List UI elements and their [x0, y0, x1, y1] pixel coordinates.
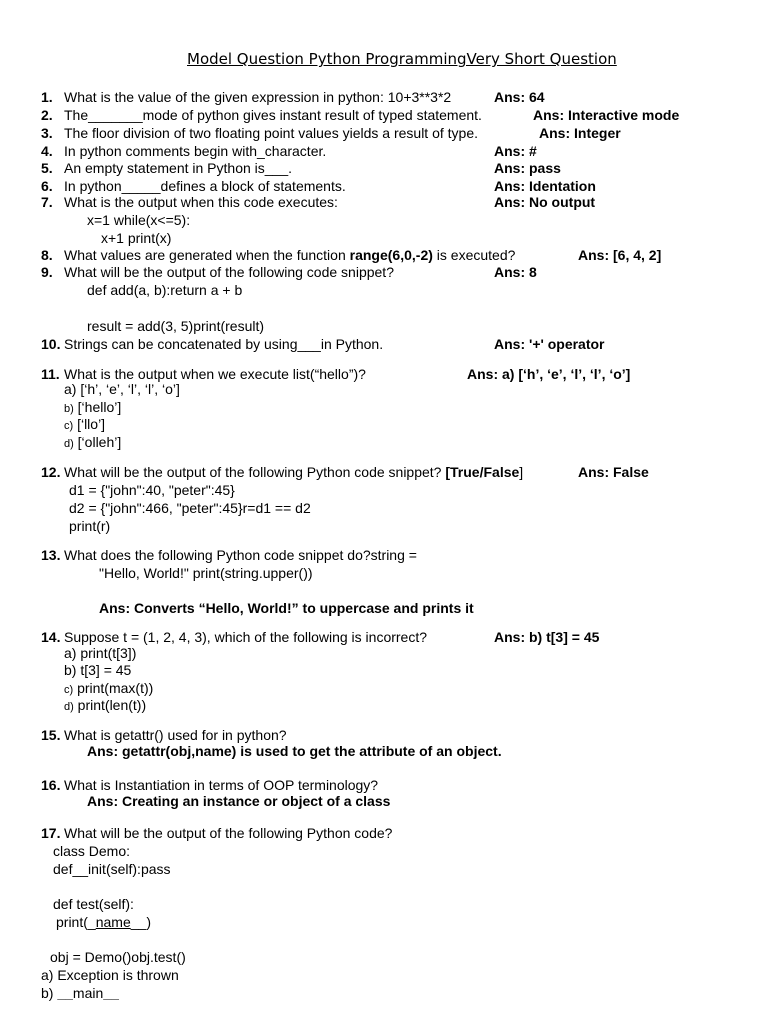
- option-b: b) __main__: [41, 985, 119, 1001]
- question-text-post: ]: [519, 464, 524, 480]
- option-label: a): [64, 381, 77, 397]
- answer-text: Ans: 8: [494, 264, 537, 280]
- code-line: d2 = {"john":466, "peter":45}r=d1 == d2: [69, 500, 311, 516]
- question-number: 17.: [41, 825, 61, 841]
- answer-text: Ans: Converts “Hello, World!” to uppercase and prints it: [99, 600, 474, 616]
- option-text: [‘hello’]: [77, 399, 122, 415]
- question-text-post: is executed?: [432, 247, 516, 263]
- question-number: 3.: [41, 125, 53, 141]
- question-text: What does the following Python code snippet do?string =: [64, 547, 417, 563]
- question-text: The_______mode of python gives instant result of typed statement.: [64, 107, 482, 123]
- option-c: [64, 416, 105, 435]
- option-label: b): [64, 662, 77, 678]
- answer-text: Ans: b) t[3] = 45: [494, 629, 600, 645]
- option-label: c): [64, 684, 74, 696]
- question-number: 15.: [41, 727, 61, 743]
- code-line: x=1 while(x<=5):: [87, 212, 191, 228]
- option-label: b): [41, 985, 58, 1001]
- code-line: result = add(3, 5)print(result): [87, 318, 265, 334]
- option-label: d): [64, 701, 74, 713]
- answer-text: Ans: Interactive mode: [533, 107, 680, 123]
- question-text: [64, 464, 523, 481]
- question-text: [64, 247, 515, 264]
- option-text: [‘olleh’]: [77, 434, 122, 450]
- question-text: What is the output when we execute list(“hello”)?: [64, 366, 366, 382]
- question-text: In python comments begin with_character.: [64, 143, 327, 159]
- option-text: print(max(t)): [77, 680, 154, 696]
- option-text: main: [72, 985, 104, 1001]
- answer-text: Ans: #: [494, 143, 537, 159]
- option-text: print(len(t)): [77, 697, 147, 713]
- option-label: b): [64, 403, 74, 415]
- question-number: 2.: [41, 107, 53, 123]
- answer-text: Ans: Identation: [494, 178, 596, 194]
- question-number: 8.: [41, 247, 53, 263]
- option-d: [64, 434, 121, 453]
- code-fragment: name: [95, 914, 131, 930]
- option-text: [‘h’, ‘e’, ‘l’, ‘l’, ‘o’]: [80, 381, 180, 397]
- answer-text: Ans: '+' operator: [494, 336, 605, 352]
- question-text-pre: What will be the output of the following Python code snippet?: [64, 464, 446, 480]
- option-b: [64, 662, 131, 679]
- code-line: x+1 print(x): [101, 230, 172, 246]
- option-a: a) Exception is thrown: [41, 967, 179, 983]
- question-number: 14.: [41, 629, 61, 645]
- question-text: An empty statement in Python is___.: [64, 160, 293, 176]
- code-line: "Hello, World!" print(string.upper()): [99, 565, 313, 581]
- question-text: What is Instantiation in terms of OOP terminology?: [64, 777, 379, 793]
- question-text: What is the output when this code executes:: [64, 194, 338, 210]
- question-number: 4.: [41, 143, 53, 159]
- option-label: d): [64, 438, 74, 450]
- question-text: What is the value of the given expression in python: 10+3**3*2: [64, 89, 452, 105]
- answer-text: Ans: [6, 4, 2]: [578, 247, 662, 263]
- code-fragment: (self):pass: [105, 861, 171, 877]
- code-line: print(_name__): [56, 914, 151, 930]
- question-number: 10.: [41, 336, 61, 352]
- option-label: a): [64, 645, 77, 661]
- question-text: In python_____defines a block of statements.: [64, 178, 346, 194]
- answer-text: Ans: 64: [494, 89, 545, 105]
- question-number: 16.: [41, 777, 61, 793]
- true-false-label: [True/False: [445, 464, 520, 480]
- code-line: d1 = {"john":40, "peter":45}: [69, 482, 235, 498]
- answer-text: Ans: getattr(obj,name) is used to get the attribute of an object.: [87, 743, 502, 759]
- option-a: [64, 645, 136, 662]
- code-line: class Demo:: [53, 843, 131, 859]
- answer-text: Ans: Creating an instance or object of a class: [87, 793, 391, 809]
- option-text: t[3] = 45: [80, 662, 132, 678]
- question-text: What is getattr() used for in python?: [64, 727, 287, 743]
- question-number: 6.: [41, 178, 53, 194]
- answer-text: Ans: a) [‘h’, ‘e’, ‘l’, ‘l’, ‘o’]: [467, 366, 631, 382]
- question-text: Strings can be concatenated by using___in Python.: [64, 336, 384, 352]
- question-text: The floor division of two floating point values yields a result of type.: [64, 125, 478, 141]
- question-text: What will be the output of the following Python code?: [64, 825, 393, 841]
- question-number: 1.: [41, 89, 53, 105]
- answer-text: Ans: False: [578, 464, 649, 480]
- answer-text: Ans: No output: [494, 194, 596, 210]
- question-number: 7.: [41, 194, 53, 210]
- question-number: 13.: [41, 547, 61, 563]
- question-text: Suppose t = (1, 2, 4, 3), which of the following is incorrect?: [64, 629, 428, 645]
- code-line: [53, 861, 171, 878]
- question-text-pre: What values are generated when the function: [64, 247, 350, 263]
- question-number: 9.: [41, 264, 53, 280]
- page-title: Model Question Python ProgrammingVery Short Question: [187, 50, 617, 68]
- code-line: obj = Demo()obj.test(): [50, 949, 186, 965]
- code-fragment: ): [146, 914, 151, 930]
- option-d: [64, 697, 146, 716]
- code-fragment: print(: [56, 914, 88, 930]
- function-call: range(6,0,-2): [349, 247, 433, 263]
- question-number: 12.: [41, 464, 61, 480]
- question-text: What will be the output of the following code snippet?: [64, 264, 394, 280]
- option-text: print(t[3]): [80, 645, 137, 661]
- code-line: def test(self):: [53, 896, 134, 912]
- answer-text: Ans: Integer: [539, 125, 621, 141]
- question-number: 5.: [41, 160, 53, 176]
- code-line: def add(a, b):return a + b: [87, 282, 243, 298]
- answer-text: Ans: pass: [494, 160, 561, 176]
- option-text: [‘llo’]: [77, 416, 106, 432]
- option-a: [64, 381, 180, 398]
- option-label: c): [64, 420, 74, 432]
- code-line: print(r): [69, 518, 111, 534]
- code-fragment: def__init: [53, 861, 106, 877]
- question-number: 11.: [41, 366, 60, 382]
